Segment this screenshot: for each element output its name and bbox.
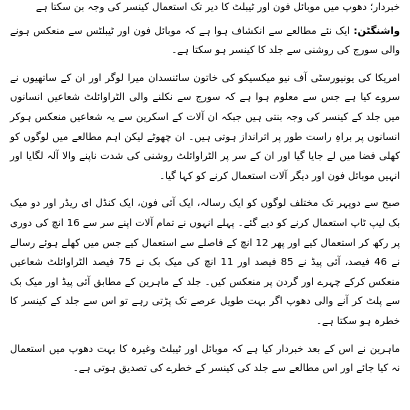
body-paragraph: ماہرین نے اس کے بعد خبردار کیا ہے کہ موبائل اور ٹیبلٹ وغیرہ کا بہت دھوپ میں استعمال نہ کیا جائے اور اس مطالعے سے جلد کی کینسر کے خطرے کی تصدیق ہوتی ہے۔: [10, 343, 400, 375]
lead-text: ایک نئے مطالعے سے انکشاف ہوا ہے کہ موبائل فون اور ٹیبلٹس سے منعکس ہونے والی سورج کی روشنی سے جلد کا کینسر ہو سکتا ہے۔: [10, 25, 400, 57]
body-paragraph: صبح سے دوپہر تک مختلف لوگوں کو ایک رسالہ، ایک آئی فون، ایک کنڈل ای ریڈر اور دو میک بک لیپ ٹاپ استعمال کرنے کو دیے گئے۔ پہلے انہوں نے تمام آلات اپنے سر سے 16 انچ کی دوری پر رکھ کر استعمال کیے اور پھر 12 انچ کے فاصلے سے استعمال کیے جس میں کھلے ہوئے رسالے نے 46 فیصد، آئی پیڈ نے 85 فیصد اور 11 انچ کی میک بک نے 75 فیصد الٹراوائلٹ شعاعیں منعکس کرکے چہرے اور گردن پر منعکس کیں۔ جلد کے ماہرین کے مطابق آئی پیڈ اور میک بک سے پلٹ کر آنے والی دھوپ اگر بہت طویل عرصے تک پڑتی رہے تو اس سے جلد کے کینسر کا خطرہ ہو سکتا ہے۔: [10, 198, 401, 327]
article-headline: خبردار؛ دھوپ میں موبائل فون اور ٹیبلٹ کا دیر تک استعمال کینسر کی وجہ بن سکتا ہے: [35, 2, 400, 13]
article-body: [10, 0, 400, 387]
body-paragraph: امریکا کی یونیورسٹی آف نیو میکسیکو کی خاتون سائنسدان میرا لوگر اور ان کے ساتھیوں نے سروے کیا ہے جس سے معلوم ہوا ہے کہ سورج سے نکلنے والی الٹراوائلٹ شعاعیں انسانوں میں جلد کے کینسر کی وجہ بنتی ہیں جبکہ ان آلات کے اسکرین سے یہ شعاعیں منعکس ہوکر انسانوں پر براہِ راست طور پر اثرانداز ہوتی ہیں۔ ان چھوٹے لیکن اہم مطالعے میں لوگوں کو کھلی فضا میں لے جایا گیا اور ان کے سر پر الٹراوائلٹ روشنی کی شدت ناپنے والا آلہ لگایا اور انہیں موبائل فون اور دیگر آلات استعمال کرنے کو کہا گیا۔: [10, 72, 400, 182]
lead-paragraph: [10, 22, 400, 61]
dateline: واشنگٹن:: [353, 25, 400, 37]
